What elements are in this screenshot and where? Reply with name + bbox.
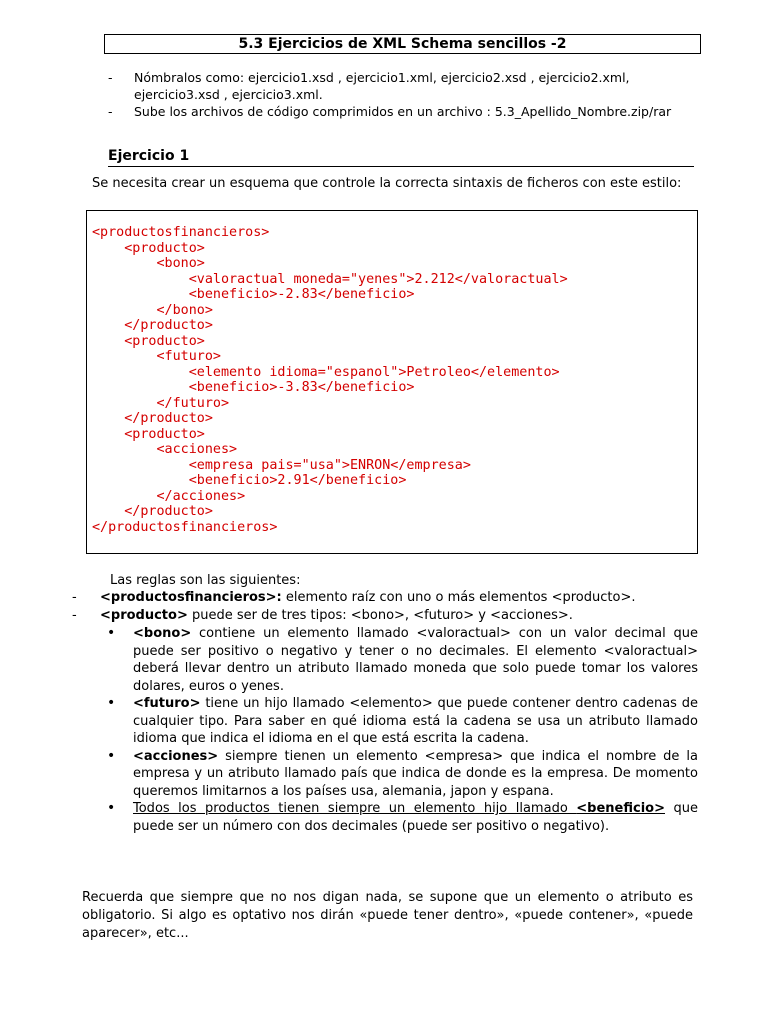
exercise-heading: Ejercicio 1	[108, 147, 694, 167]
sub-rule-underlined-text: Todos los productos tienen siempre un elemento hijo llamado	[133, 801, 577, 816]
rule-text: elemento raíz con uno o más elementos <producto>.	[281, 590, 636, 605]
rule-element-name: <productosfinancieros>:	[100, 590, 282, 605]
intro-text: Se necesita crear un esquema que controle la correcta sintaxis de ficheros con este estilo:	[92, 176, 682, 191]
sub-rule-item	[107, 747, 698, 801]
sub-rule-item	[107, 800, 698, 835]
bullet-marker: •	[107, 695, 116, 711]
bullet-marker: •	[107, 747, 116, 764]
task-text: Nómbralos como: ejercicio1.xsd , ejercicio1.xml, ejercicio2.xsd , ejercicio2.xml, ejercicio3.xsd , ejercicio3.xml.	[134, 70, 630, 102]
sub-rule-element-name: <acciones>	[133, 748, 219, 764]
task-text: Sube los archivos de código comprimidos en un archivo : 5.3_Apellido_Nombre.zip/rar	[134, 104, 672, 119]
rule-text: puede ser de tres tipos: <bono>, <futuro> y <acciones>.	[187, 607, 573, 623]
bullet-marker: •	[107, 800, 116, 816]
sub-rule-element-name: <bono>	[133, 626, 192, 641]
rules-list	[72, 589, 698, 835]
rule-element-name: <producto>	[100, 607, 188, 623]
sub-rule-text: tiene un hijo llamado <elemento> que puede contener dentro cadenas de cualquier tipo. Para saber en qué idioma está la cadena se usa un atributo llamado idioma que indica el idioma en el que está escrita la cadena.	[133, 696, 698, 746]
rule-item	[72, 607, 698, 625]
dash-marker: -	[72, 607, 77, 623]
dash-marker: -	[108, 104, 113, 119]
sub-rule-text: contiene un elemento llamado <valoractual> con un valor decimal que puede ser positivo o negativo y tener o no decimales. El elemento <valoractual> deberá llevar dentro un atributo llamado moneda que solo puede tomar los valores dolares, euros o yenes.	[133, 626, 698, 694]
dash-marker: -	[72, 590, 77, 605]
document-title: 5.3 Ejercicios de XML Schema sencillos -2	[104, 34, 701, 54]
xml-code-sample: <productosfinancieros> <producto> <bono> <valoractual moneda="yenes">2.212</valoractual> <beneficio>-2.83</beneficio> </bono> </producto> <producto> <futuro> <elemento idioma="espanol">Petroleo</elemento> <beneficio>-3.83</beneficio> </futuro> </producto> <producto> <acciones> <empresa pais="usa">ENRON</empresa> <beneficio>2.91</beneficio> </acciones> </producto> </productosfinancieros>	[92, 225, 568, 535]
closing-note: Recuerda que siempre que no nos digan nada, se supone que un elemento o atributo es obligatorio. Si algo es optativo nos dirán «puede tener dentro», «puede contener», «puede aparecer», etc...	[82, 890, 693, 941]
sub-rule-element-name: <futuro>	[133, 696, 201, 711]
sub-rule-text: siempre tienen un elemento <empresa> que indica el nombre de la empresa y un atributo llamado país que indica de donde es la empresa. De momento queremos limitarnos a los países usa, alemania, japon y espana.	[133, 748, 698, 799]
bullet-marker: •	[107, 625, 116, 641]
sub-rule-text: que puede ser un número con dos decimales (puede ser positivo o negativo).	[133, 801, 698, 834]
rule-item	[72, 589, 698, 607]
rules-intro: Las reglas son las siguientes:	[110, 573, 301, 588]
sub-rules-list	[72, 625, 698, 835]
task-item	[108, 69, 698, 103]
task-item	[108, 103, 698, 120]
sub-rule-item	[107, 695, 698, 748]
dash-marker: -	[108, 70, 113, 85]
sub-rule-element-name: <beneficio>	[576, 801, 665, 816]
sub-rule-item	[107, 625, 698, 695]
task-list	[108, 69, 698, 120]
